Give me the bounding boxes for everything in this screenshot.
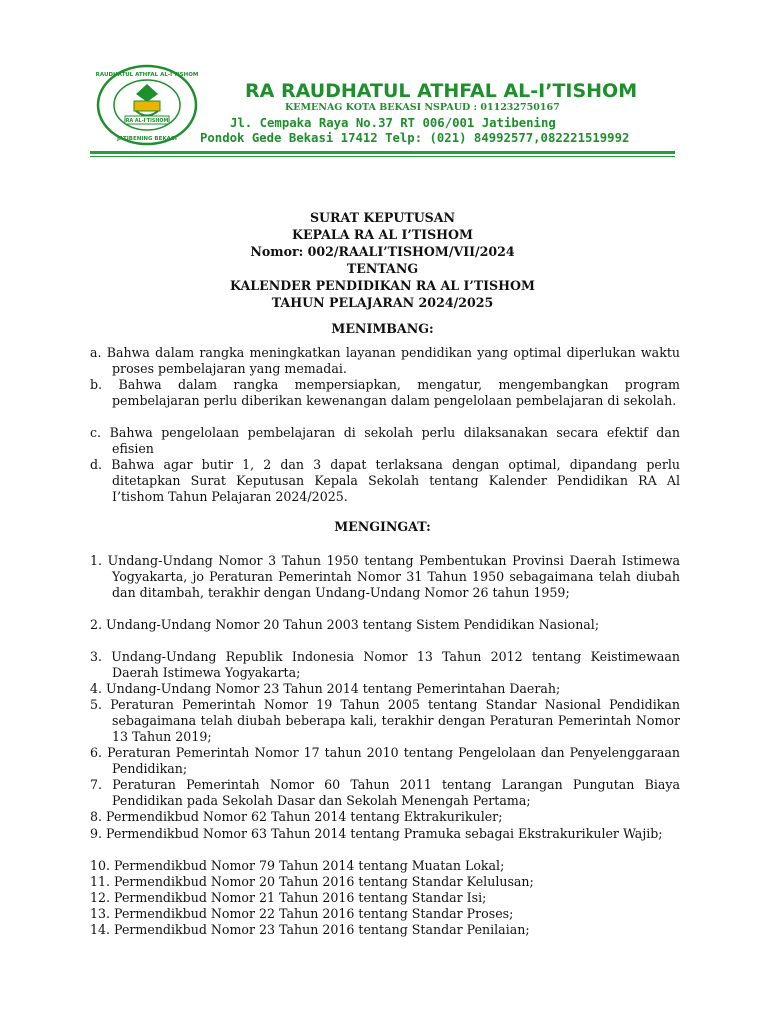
list-text: Permendikbud Nomor 63 Tahun 2014 tentang Pramuka sebagai Ekstrakurikuler Wajib; — [106, 826, 663, 841]
address-line-2: Pondok Gede Bekasi 17412 Telp: (021) 84992577,082221519992 — [200, 131, 630, 145]
list-item — [90, 745, 680, 777]
list-text: Permendikbud Nomor 20 Tahun 2016 tentang Standar Kelulusan; — [114, 874, 534, 889]
list-marker: 6. — [90, 745, 103, 760]
registration-number: KEMENAG KOTA BEKASI NSPAUD : 011232750167 — [285, 102, 560, 113]
list-marker: 9. — [90, 826, 103, 841]
title-line-4: TENTANG — [346, 261, 419, 276]
list-text: Bahwa dalam rangka meningkatkan layanan pendidikan yang optimal diperlukan waktu proses pembelajaran yang memadai. — [106, 345, 680, 376]
letterhead — [90, 62, 675, 154]
title-line-3: Nomor: 002/RAALI’TISHOM/VII/2024 — [250, 244, 515, 259]
list-marker: 10. — [90, 858, 111, 873]
list-text: Permendikbud Nomor 21 Tahun 2016 tentang Standar Isi; — [114, 890, 487, 905]
list-text: Permendikbud Nomor 79 Tahun 2014 tentang Muatan Lokal; — [114, 858, 505, 873]
list-text: Bahwa agar butir 1, 2 dan 3 dapat terlaksana dengan optimal, dipandang perlu ditetapkan Surat Keputusan Kepala Sekolah tentang Kalender Pendidikan RA Al I’tishom Tahun Pelajaran 2024/2025. — [111, 457, 680, 504]
logo-text-top: RAUDHATUL ATHFAL AL-I'TISHOM — [96, 72, 198, 78]
title-line-2: KEPALA RA AL I’TISHOM — [292, 227, 473, 242]
list-marker: 4. — [90, 681, 103, 696]
list-item — [90, 858, 680, 874]
list-marker: 8. — [90, 809, 103, 824]
list-marker: 2. — [90, 617, 103, 632]
list-item — [90, 681, 680, 697]
mengingat-heading: MENGINGAT: — [334, 519, 431, 534]
list-text: Peraturan Pemerintah Nomor 19 Tahun 2005 tentang Standar Nasional Pendidikan sebagaimana telah diubah beberapa kali, terakhir dengan Peraturan Pemerintah Nomor 13 Tahun 2019; — [110, 697, 680, 744]
list-marker: c. — [90, 425, 102, 440]
address-line-1: Jl. Cempaka Raya No.37 RT 006/001 Jatibening — [230, 116, 556, 130]
list-item — [90, 874, 680, 890]
list-text: Peraturan Pemerintah Nomor 60 Tahun 2011 tentang Larangan Pungutan Biaya Pendidikan pada Sekolah Dasar dan Sekolah Menengah Pertama; — [112, 777, 680, 808]
list-marker: 13. — [90, 906, 111, 921]
menimbang-heading: MENIMBANG: — [331, 321, 434, 336]
title-line-5: KALENDER PENDIDIKAN RA AL I’TISHOM — [230, 278, 535, 293]
list-marker: 11. — [90, 874, 111, 889]
list-item — [90, 617, 680, 633]
title-line-1: SURAT KEPUTUSAN — [309, 210, 456, 225]
list-item — [90, 377, 680, 409]
list-marker: 5. — [90, 697, 103, 712]
header-divider-thin — [90, 156, 675, 157]
school-seal-icon — [96, 64, 198, 146]
list-marker: 1. — [90, 553, 103, 568]
list-marker: a. — [90, 345, 102, 360]
list-marker: 14. — [90, 922, 111, 937]
list-item — [90, 553, 680, 600]
list-text: Undang-Undang Nomor 3 Tahun 1950 tentang Pembentukan Provinsi Daerah Istimewa Yogyakarta, jo Peraturan Pemerintah Nomor 31 Tahun 1950 sebagaimana telah diubah dan ditambah, terakhir dengan Undang-Undang Nomor 26 tahun 1959; — [107, 553, 680, 600]
list-text: Permendikbud Nomor 62 Tahun 2014 tentang Ektrakurikuler; — [106, 809, 503, 824]
list-text: Undang-Undang Nomor 23 Tahun 2014 tentang Pemerintahan Daerah; — [106, 681, 561, 696]
list-item — [90, 649, 680, 681]
list-item — [90, 826, 680, 842]
list-text: Permendikbud Nomor 22 Tahun 2016 tentang Standar Proses; — [114, 906, 514, 921]
list-item — [90, 890, 680, 906]
list-text: Peraturan Pemerintah Nomor 17 tahun 2010 tentang Pengelolaan dan Penyelenggaraan Pendidikan; — [107, 745, 681, 776]
list-item — [90, 809, 680, 825]
list-item — [90, 697, 680, 744]
document-title — [90, 209, 675, 311]
list-item — [90, 777, 680, 809]
logo-banner-text: RA AL-I'TISHOM — [125, 119, 169, 124]
list-item — [90, 922, 680, 938]
list-text: Bahwa pengelolaan pembelajaran di sekolah perlu dilaksanakan secara efektif dan efisien — [109, 425, 680, 456]
header-divider-thick — [90, 151, 675, 154]
list-marker: 7. — [90, 777, 103, 792]
list-item — [90, 425, 680, 457]
logo-text-bottom: JATIBENING BEKASI — [117, 136, 177, 142]
list-item — [90, 457, 680, 504]
list-marker: b. — [90, 377, 103, 392]
list-marker: 3. — [90, 649, 103, 664]
list-item — [90, 906, 680, 922]
school-logo — [96, 64, 198, 146]
list-text: Bahwa dalam rangka mempersiapkan, mengatur, mengembangkan program pembelajaran perlu diberikan kewenangan dalam pengelolaan pembelajaran di sekolah. — [112, 377, 680, 408]
list-text: Undang-Undang Nomor 20 Tahun 2003 tentang Sistem Pendidikan Nasional; — [106, 617, 600, 632]
list-text: Permendikbud Nomor 23 Tahun 2016 tentang Standar Penilaian; — [114, 922, 530, 937]
list-text: Undang-Undang Republik Indonesia Nomor 13 Tahun 2012 tentang Keistimewaan Daerah Istimewa Yogyakarta; — [111, 649, 680, 680]
list-marker: 12. — [90, 890, 111, 905]
school-name: RA RAUDHATUL ATHFAL AL-I’TISHOM — [245, 80, 638, 102]
title-line-6: TAHUN PELAJARAN 2024/2025 — [271, 295, 494, 310]
list-marker: d. — [90, 457, 103, 472]
list-item — [90, 345, 680, 377]
